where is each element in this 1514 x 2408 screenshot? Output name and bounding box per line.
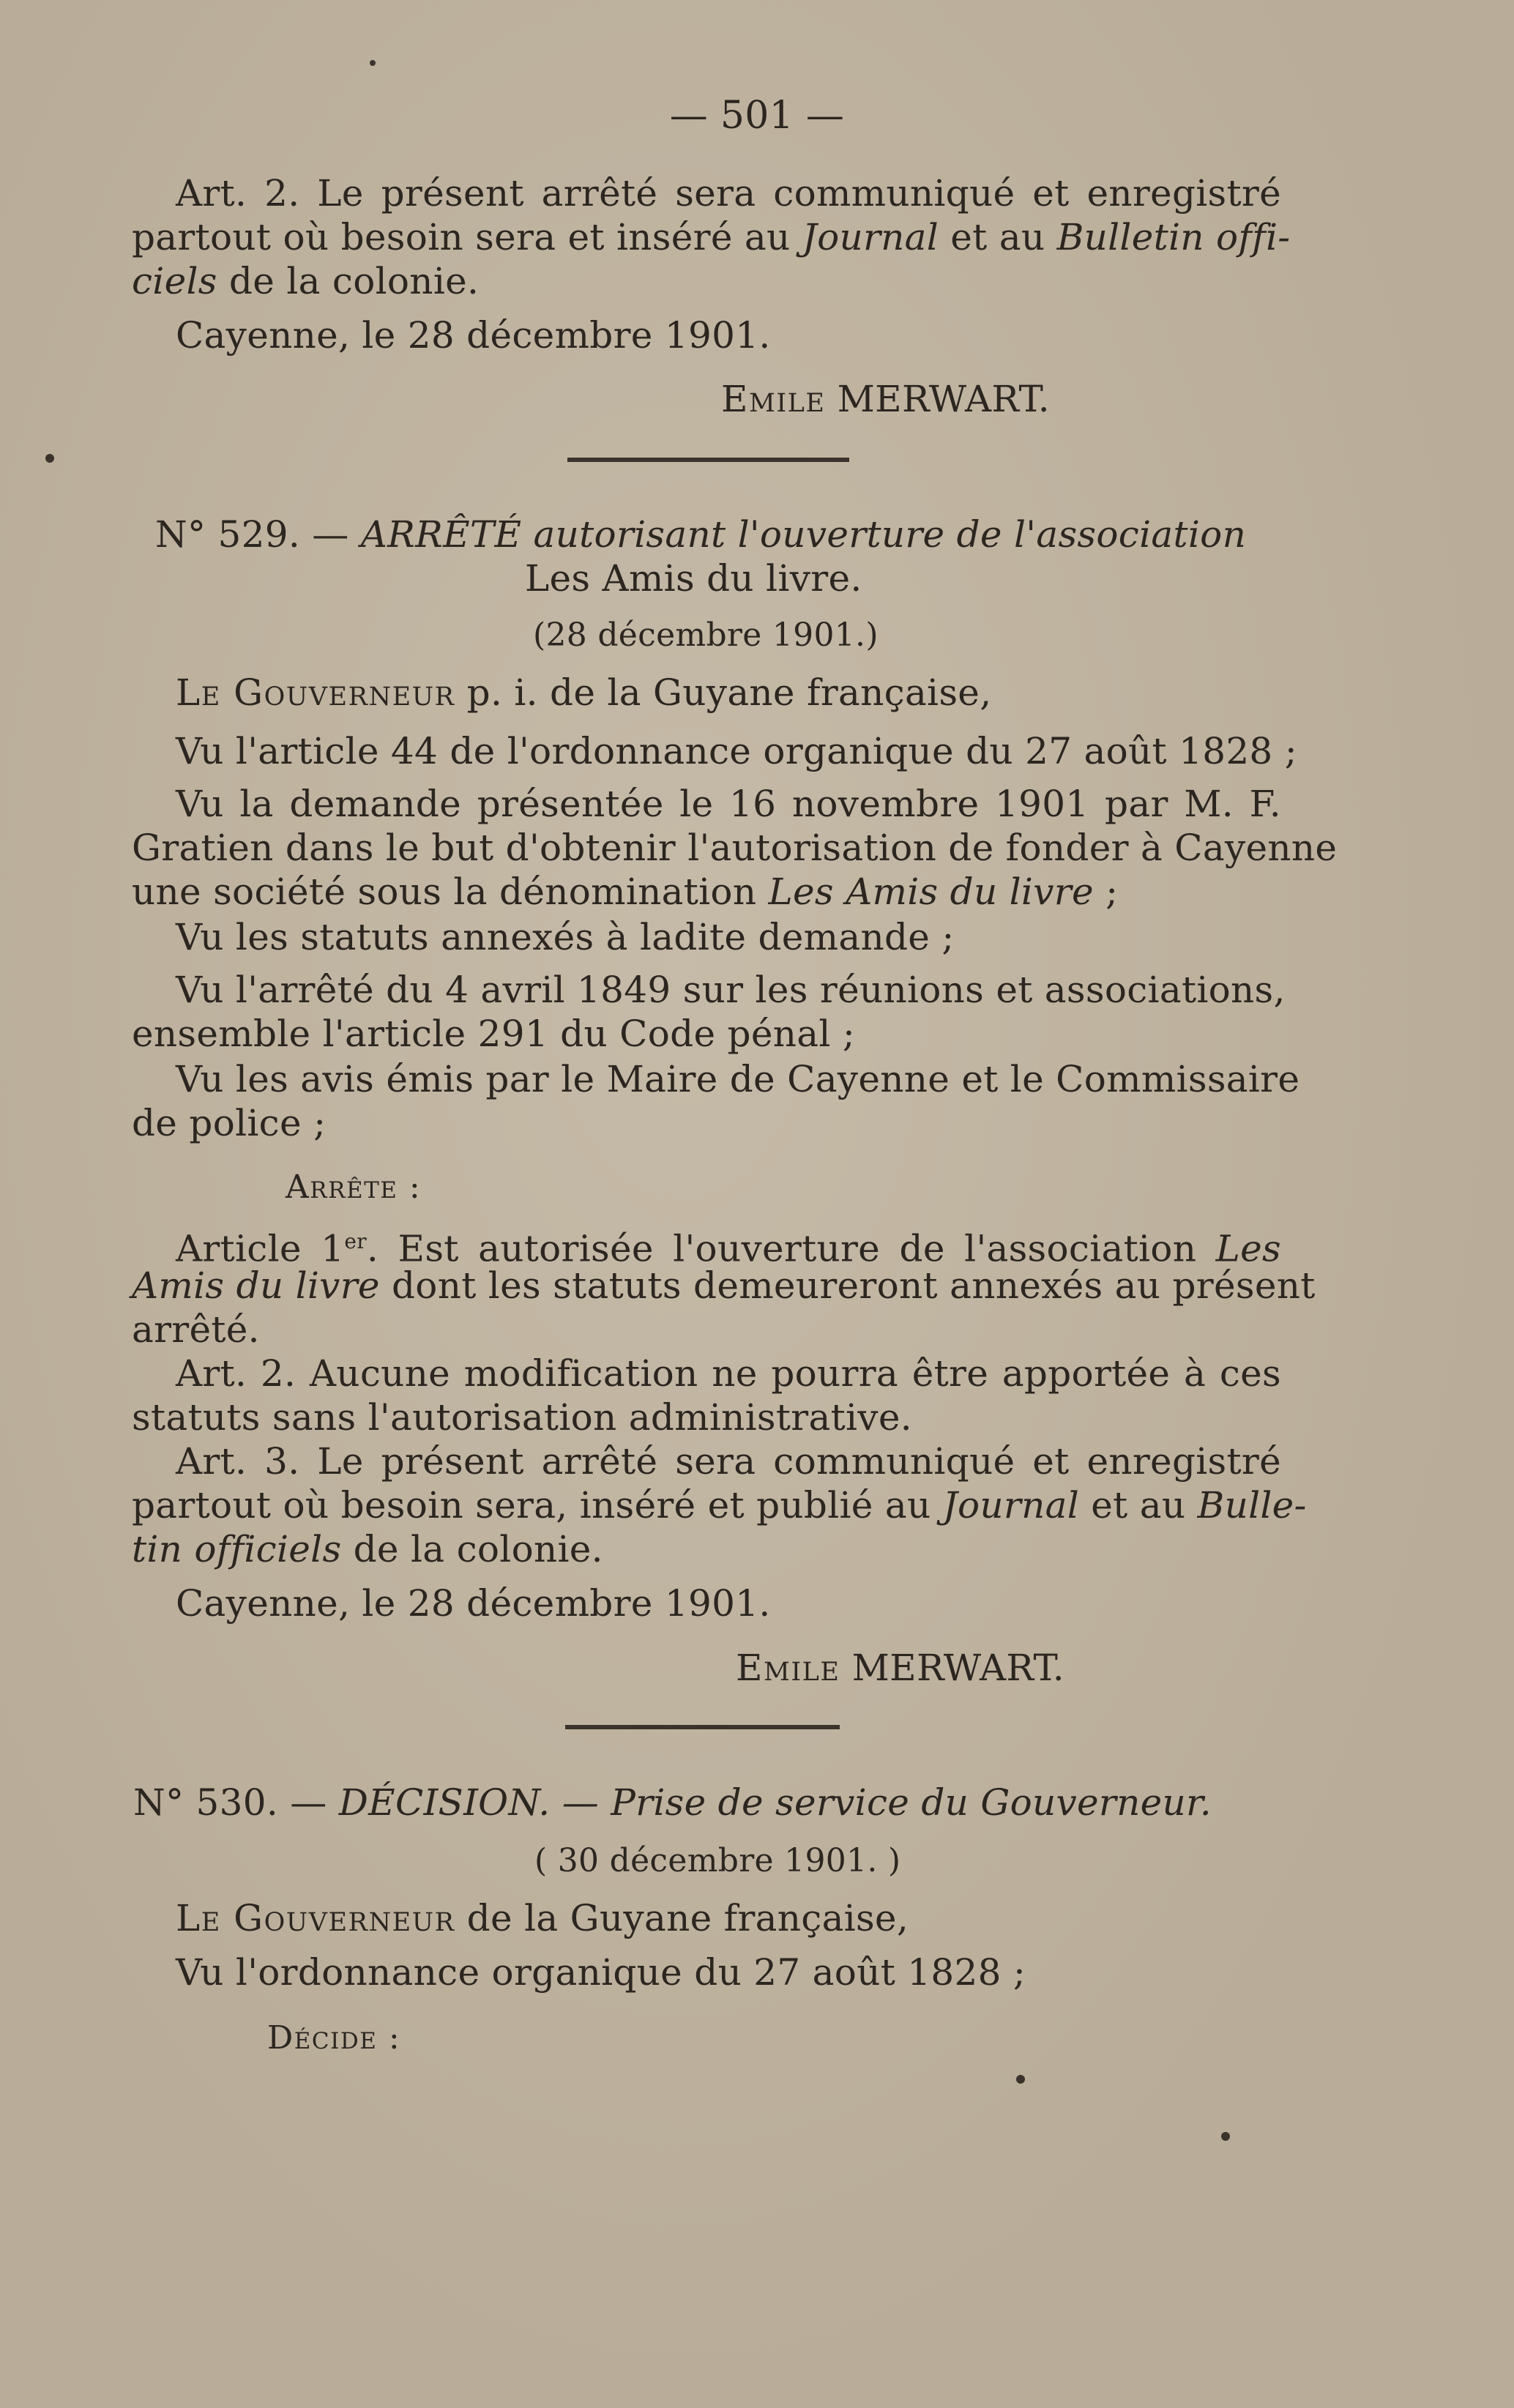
n529-title-line-2: Les Amis du livre. <box>525 557 862 600</box>
paper-speck <box>1221 2132 1230 2141</box>
n529-title-line-1: N° 529. — ARRÊTÉ autorisant l'ouverture de l'association <box>155 513 1247 556</box>
n529-article-3-line-1: Art. 3. Le présent arrêté sera communiqué et enregistré <box>176 1440 1281 1483</box>
signature-top: Emile MERWART. <box>721 378 1050 420</box>
paper-speck <box>45 454 54 463</box>
n529-vu-5-line-1: Vu les avis émis par le Maire de Cayenne et le Commissaire <box>176 1058 1300 1100</box>
separator-rule-2 <box>565 1725 840 1729</box>
n529-article-3-line-2: partout où besoin sera, inséré et publié au Journal et au Bulle- <box>132 1484 1307 1527</box>
page-number: — 501 — <box>669 94 845 138</box>
art2-line-3: ciels de la colonie. <box>132 260 480 302</box>
separator-rule-1 <box>567 458 849 462</box>
n529-article-2-line-1: Art. 2. Aucune modification ne pourra être apportée à ces <box>176 1352 1281 1395</box>
n529-vu-5-line-2: de police ; <box>132 1102 327 1144</box>
n529-article-1-line-1: Article 1er. Est autorisée l'ouverture de l'association Les <box>176 1227 1282 1270</box>
n530-title: N° 530. — DÉCISION. — Prise de service du Gouverneur. <box>133 1781 1212 1824</box>
n530-decide-heading: Décide : <box>267 2019 401 2057</box>
n529-vu-2-line-1: Vu la demande présentée le 16 novembre 1901 par M. F. <box>176 783 1281 825</box>
n529-arrete-heading: Arrête : <box>286 1168 422 1206</box>
n529-vu-3: Vu les statuts annexés à ladite demande ; <box>176 916 955 958</box>
n529-date-line: Cayenne, le 28 décembre 1901. <box>176 1582 771 1625</box>
n529-vu-4-line-1: Vu l'arrêté du 4 avril 1849 sur les réunions et associations, <box>176 969 1286 1011</box>
n529-article-3-line-3: tin officiels de la colonie. <box>132 1528 603 1570</box>
paper-speck <box>370 60 376 66</box>
art2-line-1: Art. 2. Le présent arrêté sera communiqué et enregistré <box>176 172 1281 215</box>
n530-date: ( 30 décembre 1901. ) <box>534 1842 901 1879</box>
n529-article-2-line-2: statuts sans l'autorisation administrative. <box>132 1396 912 1439</box>
n529-governor: Le Gouverneur p. i. de la Guyane française, <box>176 671 992 714</box>
n529-vu-4-line-2: ensemble l'article 291 du Code pénal ; <box>132 1013 855 1055</box>
date-line-top: Cayenne, le 28 décembre 1901. <box>176 314 771 357</box>
n529-vu-2-line-3: une société sous la dénomination Les Amis du livre ; <box>132 871 1119 913</box>
n530-vu-1: Vu l'ordonnance organique du 27 août 1828 ; <box>176 1951 1026 1994</box>
n529-vu-1: Vu l'article 44 de l'ordonnance organique du 27 août 1828 ; <box>176 730 1297 772</box>
n529-article-1-line-2: Amis du livre dont les statuts demeureront annexés au présent <box>132 1264 1316 1307</box>
n529-vu-2-line-2: Gratien dans le but d'obtenir l'autorisation de fonder à Cayenne <box>132 827 1338 869</box>
paper-speck <box>1016 2075 1025 2084</box>
n529-signature: Emile MERWART. <box>736 1647 1064 1689</box>
art2-line-2: partout où besoin sera et inséré au Journal et au Bulletin offi- <box>132 216 1291 258</box>
n530-governor: Le Gouverneur de la Guyane française, <box>176 1897 909 1939</box>
n529-article-1-line-3: arrêté. <box>132 1308 260 1351</box>
n529-date: (28 décembre 1901.) <box>533 616 879 654</box>
